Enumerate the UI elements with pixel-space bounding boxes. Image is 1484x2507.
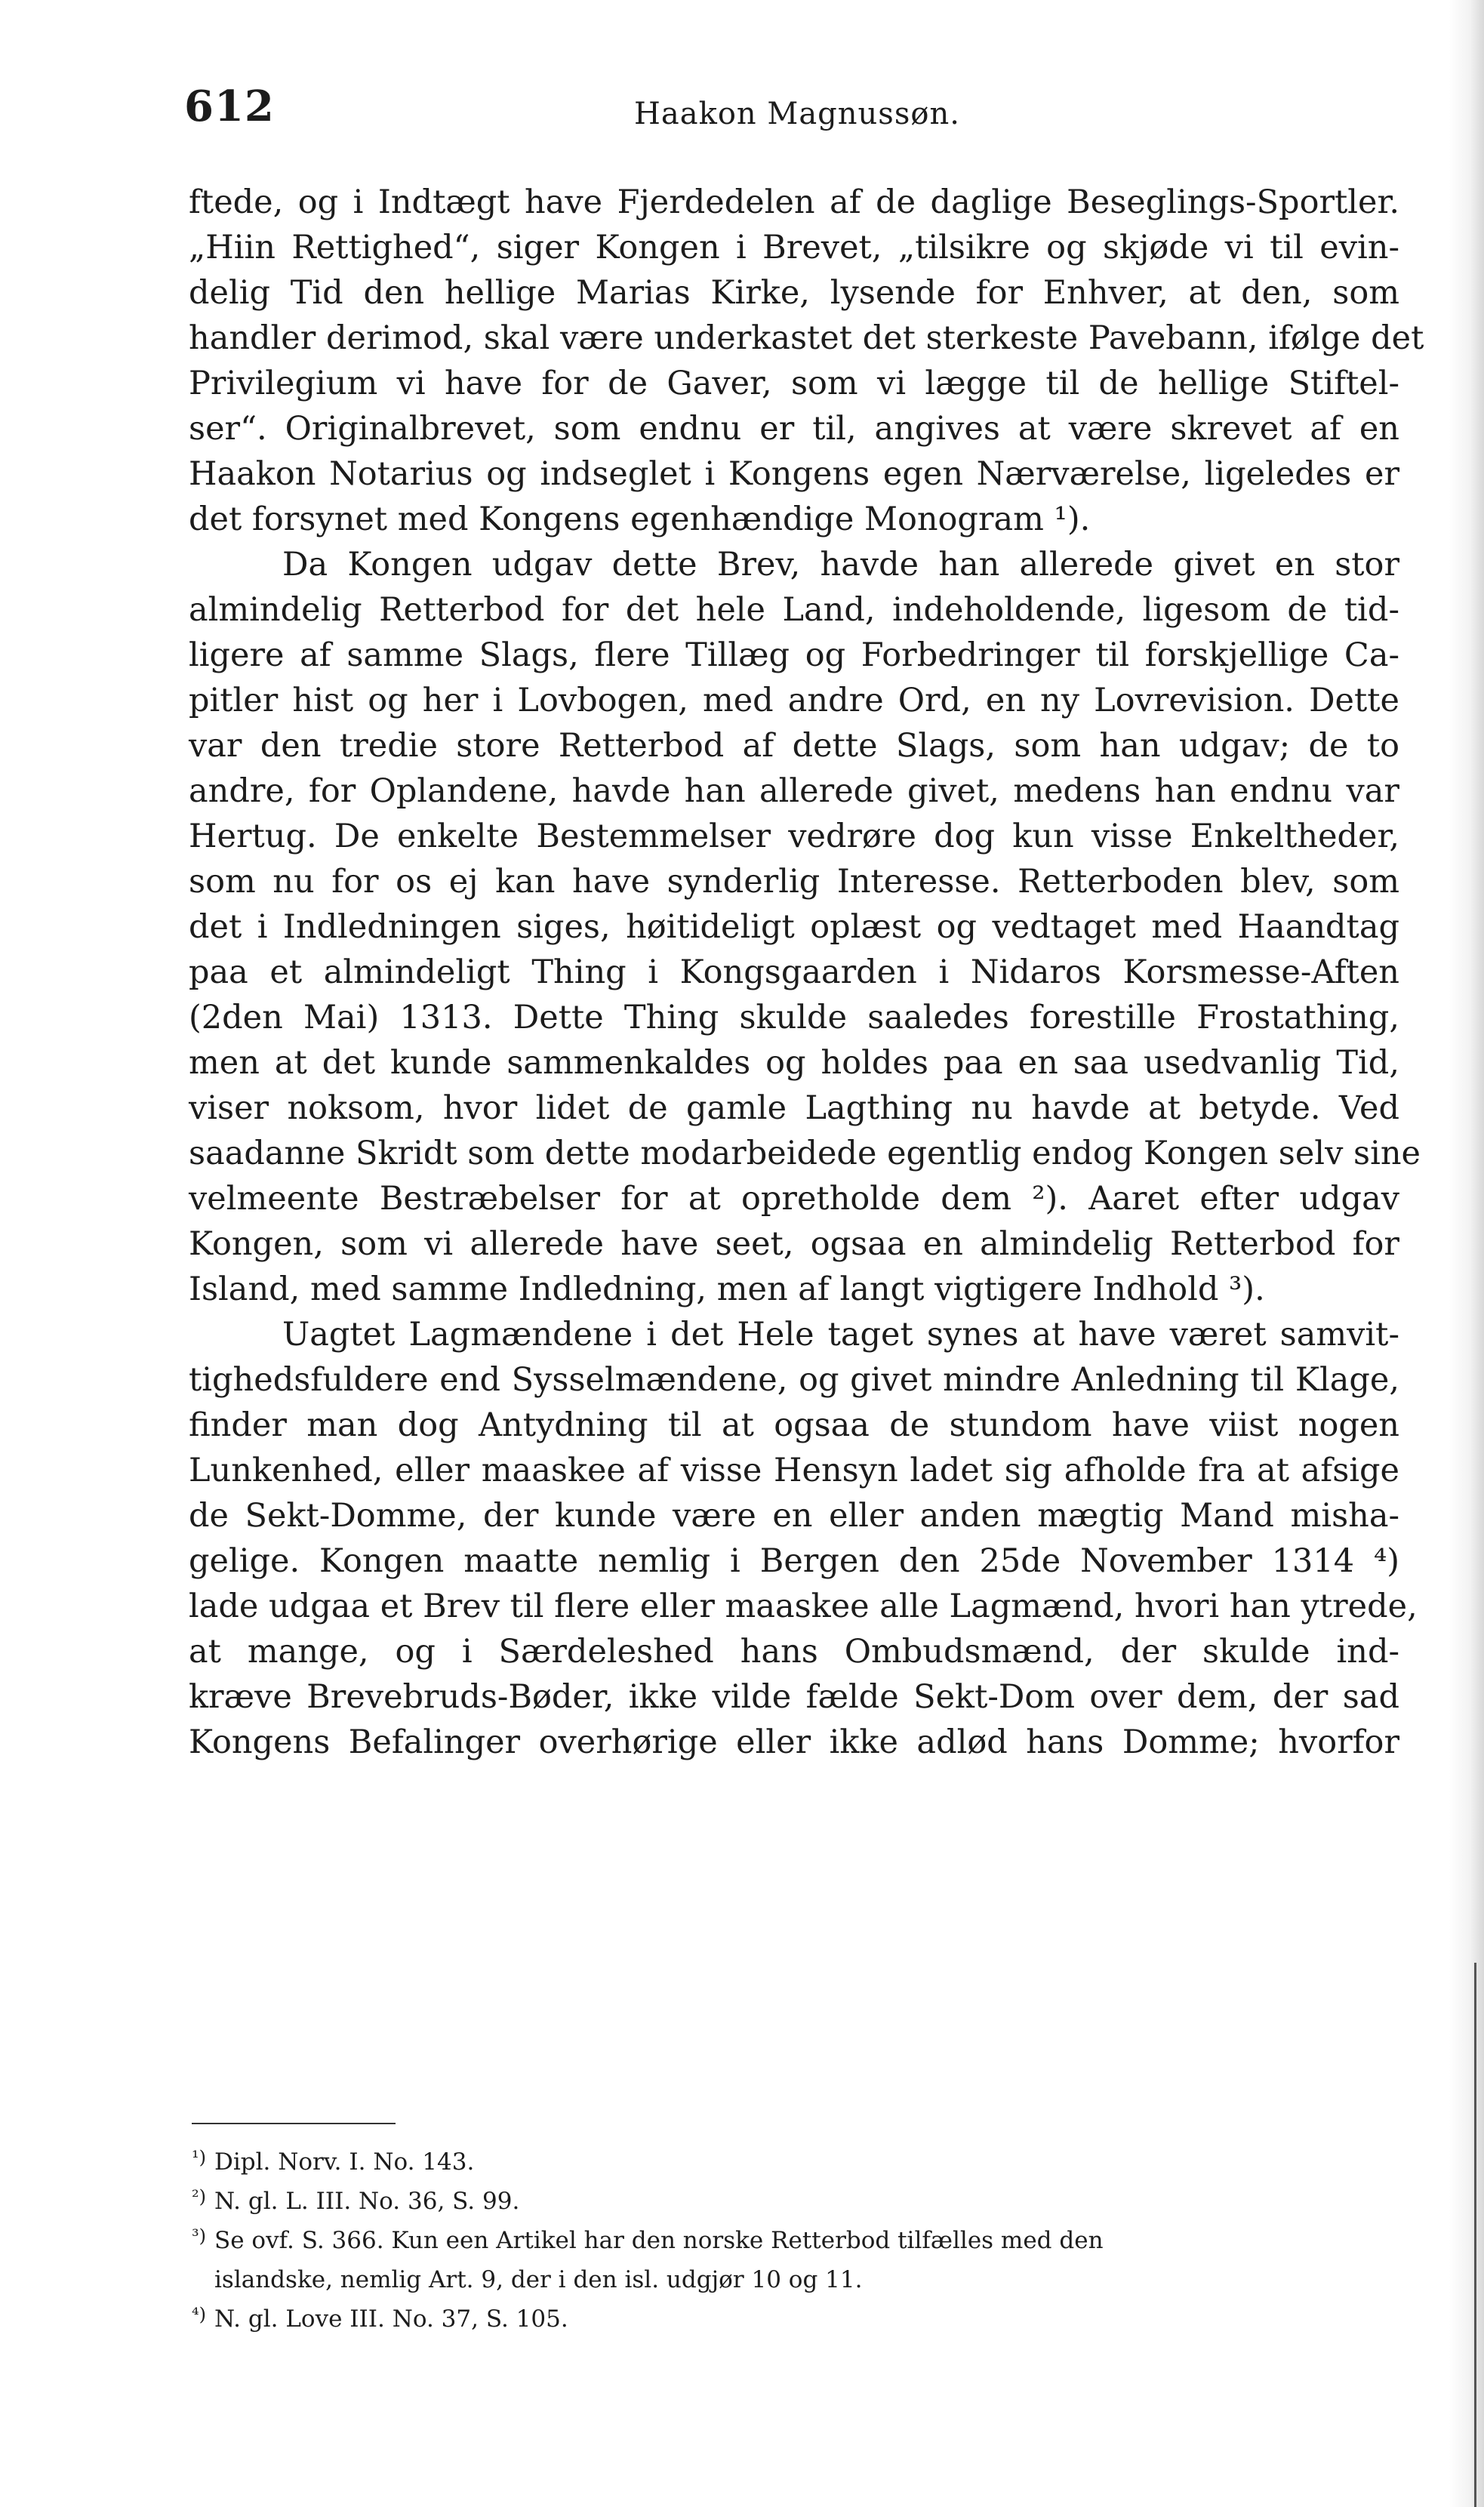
text-line: Privilegium vi have for de Gaver, som vi lægge til de hellige Stiftel- bbox=[189, 365, 1399, 402]
footnote-1 bbox=[192, 2142, 1399, 2182]
footnote-3 bbox=[192, 2221, 1399, 2260]
text-line: almindelig Retterbod for det hele Land, indeholdende, ligesom de tid- bbox=[189, 591, 1399, 629]
footnote-text: N. gl. L. III. No. 36, S. 99. bbox=[214, 2188, 520, 2215]
text-line: velmeente Bestræbelser for at opretholde dem ²). Aaret efter udgav bbox=[189, 1180, 1399, 1218]
text-line: saadanne Skridt som dette modarbeidede egentlig endog Kongen selv sine bbox=[189, 1135, 1421, 1172]
text-line: lade udgaa et Brev til flere eller maaskee alle Lagmænd, hvori han ytrede, bbox=[189, 1588, 1418, 1625]
footnote-text: islandske, nemlig Art. 9, der i den isl. udgjør 10 og 11. bbox=[214, 2266, 863, 2293]
text-line: det i Indledningen siges, høitideligt oplæst og vedtaget med Haandtag bbox=[189, 908, 1399, 946]
text-line: (2den Mai) 1313. Dette Thing skulde saaledes forestille Frostathing, bbox=[189, 999, 1399, 1036]
text-line: delig Tid den hellige Marias Kirke, lysende for Enhver, at den, som bbox=[189, 274, 1399, 312]
text-line: ligere af samme Slags, flere Tillæg og Forbedringer til forskjellige Ca- bbox=[189, 636, 1399, 674]
footnote-marker: ¹) bbox=[192, 2147, 206, 2168]
text-line: Lunkenhed, eller maaskee af visse Hensyn ladet sig afholde fra at afsige bbox=[189, 1452, 1399, 1489]
text-line: paa et almindeligt Thing i Kongsgaarden i Nidaros Korsmesse-Aften bbox=[189, 953, 1399, 991]
text-line: handler derimod, skal være underkastet det sterkeste Pavebann, ifølge det bbox=[189, 319, 1424, 357]
footnote-marker: ³) bbox=[192, 2225, 206, 2247]
footnote-4 bbox=[192, 2299, 1399, 2339]
footnote-marker: ²) bbox=[192, 2186, 206, 2207]
footnote-divider bbox=[192, 2123, 396, 2124]
text-line: andre, for Oplandene, havde han allerede givet, medens han endnu var bbox=[189, 772, 1399, 810]
text-line: Hertug. De enkelte Bestemmelser vedrøre dog kun visse Enkeltheder, bbox=[189, 818, 1399, 855]
text-line: Haakon Notarius og indseglet i Kongens egen Nærværelse, ligeledes er bbox=[189, 455, 1399, 493]
footnote-2 bbox=[192, 2182, 1399, 2221]
text-line: at mange, og i Særdeleshed hans Ombudsmænd, der skulde ind- bbox=[189, 1633, 1399, 1671]
text-line: pitler hist og her i Lovbogen, med andre Ord, en ny Lovrevision. Dette bbox=[189, 682, 1399, 719]
running-title: Haakon Magnussøn. bbox=[634, 97, 960, 131]
footnote-marker: ⁴) bbox=[192, 2304, 206, 2325]
paragraph-start-line: Uagtet Lagmændene i det Hele taget synes at have været samvit- bbox=[282, 1316, 1399, 1354]
page-edge-line bbox=[1474, 1963, 1476, 2507]
footnotes bbox=[192, 2142, 1399, 2339]
text-line: Kongen, som vi allerede have seet, ogsaa en almindelig Retterbod for bbox=[189, 1225, 1399, 1263]
text-line: men at det kunde sammenkaldes og holdes paa en saa usedvanlig Tid, bbox=[189, 1044, 1399, 1082]
text-line: kræve Brevebruds-Bøder, ikke vilde fælde Sekt-Dom over dem, der sad bbox=[189, 1678, 1399, 1716]
footnote-3-continued bbox=[192, 2260, 1399, 2299]
footnote-text: Se ovf. S. 366. Kun een Artikel har den norske Retterbod tilfælles med den bbox=[214, 2227, 1104, 2254]
text-line: ftede, og i Indtægt have Fjerdedelen af de daglige Beseglings-Sportler. bbox=[189, 183, 1399, 221]
text-line: de Sekt-Domme, der kunde være en eller anden mægtig Mand misha- bbox=[189, 1497, 1399, 1535]
text-line: var den tredie store Retterbod af dette Slags, som han udgav; de to bbox=[189, 727, 1399, 765]
page-number: 612 bbox=[184, 82, 275, 131]
text-line: viser noksom, hvor lidet de gamle Lagthing nu havde at betyde. Ved bbox=[189, 1089, 1399, 1127]
text-line: „Hiin Rettighed“, siger Kongen i Brevet, „tilsikre og skjøde vi til evin- bbox=[189, 229, 1399, 266]
footnote-text: Dipl. Norv. I. No. 143. bbox=[214, 2148, 475, 2176]
text-line: Island, med samme Indledning, men af langt vigtigere Indhold ³). bbox=[189, 1270, 1265, 1308]
text-line: finder man dog Antydning til at ogsaa de stundom have viist nogen bbox=[189, 1406, 1399, 1444]
text-line: det forsynet med Kongens egenhændige Monogram ¹). bbox=[189, 500, 1091, 538]
text-line: gelige. Kongen maatte nemlig i Bergen den 25de November 1314 ⁴) bbox=[189, 1542, 1399, 1580]
paragraph-start-line: Da Kongen udgav dette Brev, havde han allerede givet en stor bbox=[282, 546, 1399, 584]
text-line: tighedsfuldere end Sysselmændene, og givet mindre Anledning til Klage, bbox=[189, 1361, 1399, 1399]
text-line: Kongens Befalinger overhørige eller ikke adlød hans Domme; hvorfor bbox=[189, 1723, 1399, 1761]
page-edge-shadow bbox=[1449, 0, 1484, 2507]
footnote-text: N. gl. Love III. No. 37, S. 105. bbox=[214, 2305, 568, 2333]
body-text bbox=[189, 180, 1424, 1765]
text-line: som nu for os ej kan have synderlig Interesse. Retterboden blev, som bbox=[189, 863, 1399, 901]
text-line: ser“. Originalbrevet, som endnu er til, angives at være skrevet af en bbox=[189, 410, 1399, 448]
